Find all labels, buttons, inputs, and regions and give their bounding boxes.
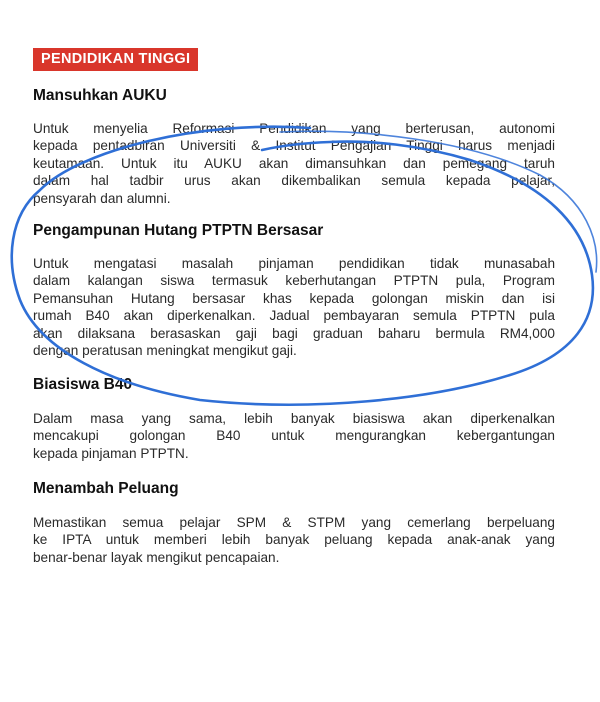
paragraph-line: akan dilaksana berasaskan gaji bagi graduan baharu bermula RM4,000 — [33, 325, 555, 341]
paragraph-line: mencakupi golongan B40 untuk mengurangkan kebergantungan — [33, 428, 555, 444]
paragraph-mansuhkan-auku — [33, 120, 555, 207]
paragraph-line: benar-benar layak mengikut pencapaian. — [33, 549, 280, 565]
paragraph-line: Dalam masa yang sama, lebih banyak biasiswa akan diperkenalkan — [33, 411, 555, 426]
heading-mansuhkan-auku: Mansuhkan AUKU — [33, 87, 167, 104]
paragraph-line: dalam kalangan siswa termasuk keberhutangan PTPTN pula, Program — [33, 273, 555, 289]
paragraph-line: kepada pentadbiran Universiti & Institut Pengajian Tinggi harus menjadi — [33, 138, 555, 154]
paragraph-line: dengan peratusan meningkat mengikut gaji. — [33, 343, 297, 359]
heading-pengampunan-hutang: Pengampunan Hutang PTPTN Bersasar — [33, 222, 324, 239]
paragraph-line: kepada pinjaman PTPTN. — [33, 445, 189, 461]
paragraph-line: ke IPTA untuk memberi lebih banyak peluang kepada anak-anak yang — [33, 532, 555, 548]
paragraph-line: Memastikan semua pelajar SPM & STPM yang cemerlang berpeluang — [33, 515, 555, 530]
paragraph-pengampunan-hutang — [33, 255, 555, 359]
paragraph-line: Untuk mengatasi masalah pinjaman pendidikan tidak munasabah — [33, 256, 555, 271]
paragraph-line: dalam hal tadbir urus akan dikembalikan semula kepada pelajar, — [33, 173, 555, 189]
paragraph-line: Untuk menyelia Reformasi Pendidikan yang berterusan, autonomi — [33, 121, 555, 136]
paragraph-line: pensyarah dan alumni. — [33, 190, 171, 206]
paragraph-menambah-peluang — [33, 514, 555, 566]
heading-menambah-peluang: Menambah Peluang — [33, 480, 179, 497]
heading-biasiswa-b40: Biasiswa B40 — [33, 376, 133, 393]
paragraph-biasiswa-b40 — [33, 410, 555, 462]
paragraph-line: keutamaan. Untuk itu AUKU akan dimansuhkan dan pemegang taruh — [33, 155, 555, 171]
paragraph-line: Pemansuhan Hutang bersasar khas kepada golongan miskin dan isi — [33, 290, 555, 306]
section-tag: PENDIDIKAN TINGGI — [33, 48, 198, 71]
paragraph-line: rumah B40 akan diperkenalkan. Jadual pembayaran semula PTPTN pula — [33, 308, 555, 324]
